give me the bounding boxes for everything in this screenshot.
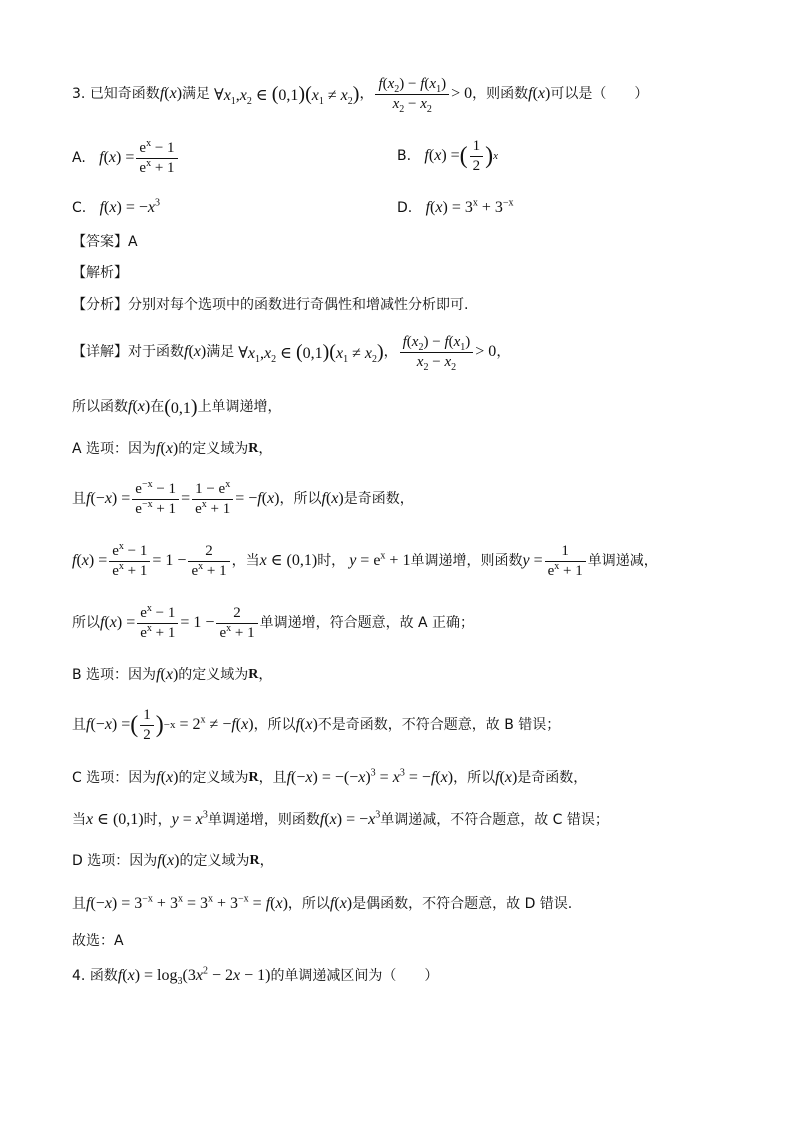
option-c: C. $f(x) = -x^3$: [72, 197, 160, 216]
answer-line: 【答案】A: [72, 234, 138, 250]
monotonic-line: 所以函数 f ( x ) 在 (0,1) 上单调递增，: [72, 396, 282, 418]
a-domain-line: A 选项：因为 f(x) 的定义域为 R ，: [72, 440, 273, 457]
forall-condition: $\forall x_1,x_2$ ∈ $(0,1)(x_1 \ne x_2)$: [210, 83, 360, 108]
fenxi-line: 【分析】分别对每个选项中的函数进行奇偶性和增减性分析即可.: [72, 297, 469, 313]
q4-stem: 4. 函数 $f(x) = \log_3(3x^2 - 2x - 1)$ 的单调递减区间为（ ）: [72, 965, 439, 988]
a-odd-line: 且 f(−x) = $\frac{e^{-x} - 1}{e^{-x} + 1}$ = $\frac{1 - e^x}{e^x + 1}$ = −f(x) ，所以 f(x) 是奇函数，: [72, 478, 414, 517]
c-mono-line: 当 x ∈ (0,1) 时， $y = x^3$ 单调递增，则函数 $f(x) = -x^3$ 单调递减，不符合题意，故 C 错误；: [72, 809, 609, 828]
d-domain-line: D 选项：因为 f(x) 的定义域为 R ，: [72, 852, 274, 869]
option-d: D. $f(x) = 3^x + 3^{-x}$: [397, 197, 514, 216]
option-a: A. f(x) = $\frac{e^x - 1}{e^x + 1}$: [72, 140, 180, 176]
c-domain-line: C 选项：因为 f(x) 的定义域为 R ，且 $f(-x) = -(-x)^3 = x^3 = -f(x)$ ，所以 f(x) 是奇函数，: [72, 767, 588, 786]
q3-number: 3.: [72, 86, 86, 102]
d-even-line: 且 $f(-x) = 3^{-x} + 3^x = 3^x + 3^{-x} = f(x)$ ，所以 f(x) 是偶函数，不符合题意，故 D 错误.: [72, 893, 573, 912]
option-b: B. f(x) = ( $\frac{1}{2}$ ) x: [397, 137, 499, 174]
b-domain-line: B 选项：因为 f(x) 的定义域为 R ，: [72, 666, 273, 683]
b-odd-line: 且 f(−x) = ( $\frac{1}{2}$ ) −x = $2^x \ne -f(x)$ ，所以 f(x) 不是奇函数，不符合题意，故 B 错误；: [72, 706, 561, 743]
analysis-label: 【解析】: [72, 265, 128, 281]
detail-line: 【详解】 对于函数 f ( x ) 满足 $\forall x_1,x_2$ ∈ $(0,1)(x_1 \ne x_2)$ ， $\frac{f(x_2) - f(x_1)}{x_2 - x_2}$ > 0 ，: [72, 333, 511, 373]
difference-quotient: $\frac{f(x_2) - f(x_1)}{x_2 - x_2}$: [375, 75, 449, 114]
conclusion-line: 故选：A: [72, 933, 124, 949]
a-rewrite-line: f(x) = $\frac{e^x - 1}{e^x + 1}$ = 1 − $\frac{2}{e^x + 1}$ ，当 x ∈ (0,1) 时， $y = e^x + 1$ 单调递增，则函数 y = $\frac{1}{e^x + 1}$ 单调递减，: [72, 540, 658, 579]
q3-stem: 3. 已知奇函数 f ( x ) 满足 $\forall x_1,x_2$ ∈ $(0,1)(x_1 \ne x_2)$ ， $\frac{f(x_2) - f(x_1)}{x_2 - x_2}$ > 0 ，则函数 f ( x ) 可以是（ ）: [72, 75, 649, 115]
a-conclusion-line: 所以 f(x) = $\frac{e^x - 1}{e^x + 1}$ = 1 − $\frac{2}{e^x + 1}$ 单调递增，符合题意，故 A 正确；: [72, 602, 475, 641]
